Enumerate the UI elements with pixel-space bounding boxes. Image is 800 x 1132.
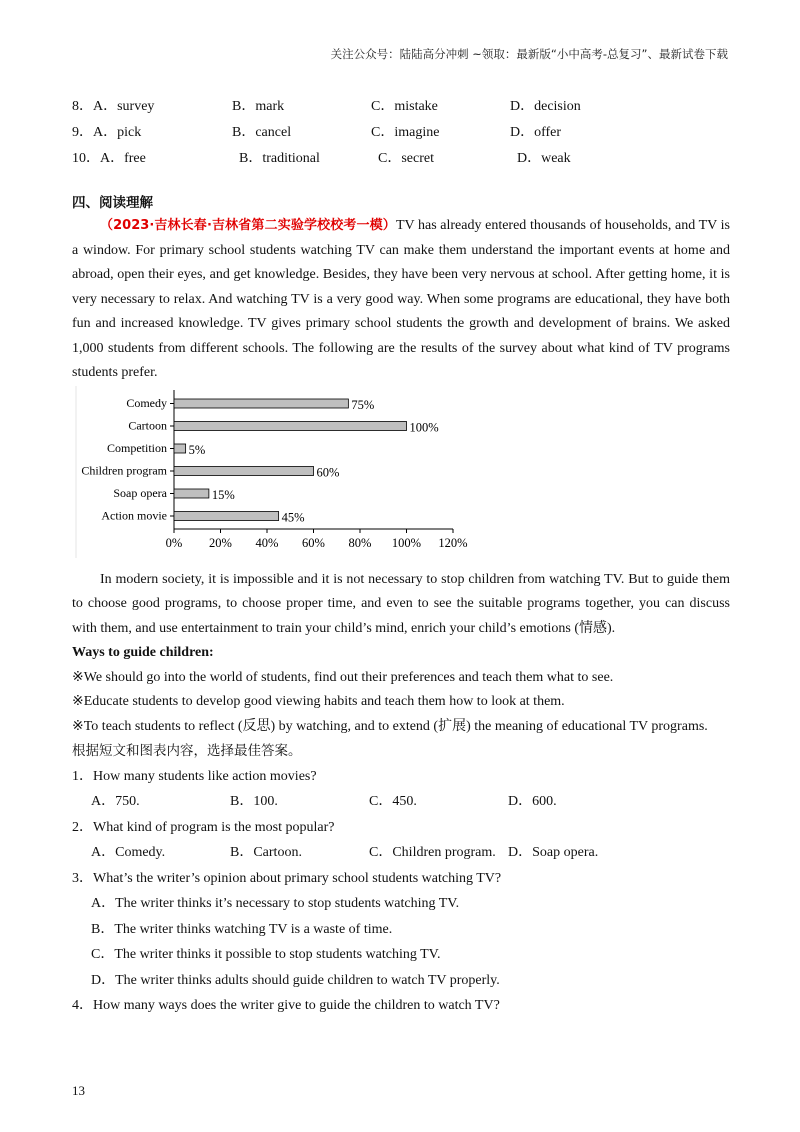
question-options xyxy=(72,840,730,866)
way-item: ※To teach students to reflect (反思) by watching, and to extend (扩展) the meaning of educational TV programs. xyxy=(72,718,708,734)
option-c: C．secret xyxy=(378,151,434,166)
question-number: 10． xyxy=(72,151,100,166)
option-b: B．The writer thinks watching TV is a waste of time. xyxy=(91,921,393,937)
option-c: C．450. xyxy=(369,794,417,809)
option-a: A．survey xyxy=(93,99,155,114)
option-c: C．The writer thinks it possible to stop students watching TV. xyxy=(91,947,441,962)
section-title: 四、阅读理解 xyxy=(72,195,153,211)
ways-title: Ways to guide children: xyxy=(72,645,214,660)
bar-chart xyxy=(72,386,472,568)
option-d: D．The writer thinks adults should guide children to watch TV properly. xyxy=(91,972,500,988)
x-tick-label: 60% xyxy=(302,535,325,550)
question-stem: 2．What kind of program is the most popular? xyxy=(72,819,335,835)
bar xyxy=(174,511,279,520)
question-options xyxy=(72,789,730,815)
option-d: D．offer xyxy=(510,125,562,140)
x-tick-label: 120% xyxy=(438,535,468,550)
bar xyxy=(174,399,348,408)
question-number: 9． xyxy=(72,125,93,140)
cloze-option-row xyxy=(72,118,730,144)
category-label: Action movie xyxy=(101,508,167,522)
option-b: B．cancel xyxy=(232,125,292,140)
option-c: C．imagine xyxy=(371,125,440,140)
option-a: A．Comedy. xyxy=(91,845,166,860)
option-a: A．free xyxy=(100,151,146,166)
question xyxy=(72,866,730,994)
second-paragraph: In modern society, it is impossible and it is not necessary to stop children from watching TV. But to guide them to choose good programs, to choose proper time, and even to see the suitable programs together, you can discuss with them, and use entertainment to train your child’s mind, enrich your child’s emotions (情感). xyxy=(72,571,730,636)
x-tick-label: 100% xyxy=(391,535,422,550)
option-d: D．600. xyxy=(508,794,557,809)
way-item: ※We should go into the world of students, find out their preferences and teach them what to see. xyxy=(72,669,614,685)
page-content xyxy=(72,92,730,1019)
data-label: 15% xyxy=(211,487,235,502)
bar xyxy=(174,466,314,475)
question xyxy=(72,993,730,1019)
option-a: A．The writer thinks it’s necessary to stop students watching TV. xyxy=(91,896,460,911)
category-label: Cartoon xyxy=(128,418,167,432)
option-b: B．Cartoon. xyxy=(230,845,302,860)
way-item: ※Educate students to develop good viewing habits and teach them how to look at them. xyxy=(72,694,565,709)
option-d: D．weak xyxy=(517,151,571,166)
question xyxy=(72,764,730,815)
intro-paragraph xyxy=(72,214,730,386)
option-b: B．traditional xyxy=(239,151,320,166)
option-a: A．750. xyxy=(91,794,140,809)
intro-text: TV has already entered thousands of households, and TV is a window. For primary school students watching TV can make them understand the important events at home and abroad, open their eyes, and get knowledge. Besides, they have been very nervous at school. After getting home, it is very necessary to relax. And watching TV is a very good way. When some programs are educational, they have both fun and increased knowledge. TV gives primary school students the growth and development of brains. We asked 1,000 students from different schools. The following are the results of the survey about what kind of TV programs students prefer. xyxy=(72,218,730,380)
data-label: 100% xyxy=(409,420,439,434)
category-label: Children program xyxy=(81,463,167,477)
bar xyxy=(174,421,407,430)
x-tick-label: 0% xyxy=(165,535,183,550)
category-label: Soap opera xyxy=(113,485,167,500)
question-number: 8． xyxy=(72,99,93,114)
option-c: C．mistake xyxy=(371,99,438,114)
data-label: 45% xyxy=(281,510,305,524)
page-header: 关注公众号：陆陆高分冲刺 ~领取：最新版“小中高考-总复习”、最新试卷下载 xyxy=(330,47,728,61)
survey-chart xyxy=(72,386,730,568)
x-tick-label: 80% xyxy=(348,535,372,550)
option-a: A．pick xyxy=(93,125,142,140)
question-stem: 4．How many ways does the writer give to guide the children to watch TV? xyxy=(72,998,500,1013)
cloze-option-row xyxy=(72,92,730,118)
option-b: B．mark xyxy=(232,99,285,114)
cloze-options xyxy=(72,92,730,170)
option-c: C．Children program. xyxy=(369,845,496,860)
x-tick-label: 40% xyxy=(255,535,279,550)
bar xyxy=(174,444,186,453)
source-label: （2023·吉林长春·吉林省第二实验学校校考一模） xyxy=(100,218,396,233)
category-label: Comedy xyxy=(126,395,167,410)
cloze-option-row xyxy=(72,144,730,170)
category-label: Competition xyxy=(107,440,167,455)
option-b: B．100. xyxy=(230,794,278,809)
bar xyxy=(174,489,209,498)
data-label: 75% xyxy=(351,397,375,412)
x-tick-label: 20% xyxy=(209,535,232,550)
question-stem: 3．What’s the writer’s opinion about primary school students watching TV? xyxy=(72,870,502,886)
question-stem: 1．How many students like action movies? xyxy=(72,768,317,784)
option-d: D．decision xyxy=(510,99,581,114)
question xyxy=(72,815,730,866)
page-number: 13 xyxy=(72,1083,85,1098)
option-d: D．Soap opera. xyxy=(508,845,599,860)
data-label: 5% xyxy=(188,442,206,457)
instruction: 根据短文和图表内容，选择最佳答案。 xyxy=(72,743,302,759)
data-label: 60% xyxy=(316,465,340,479)
